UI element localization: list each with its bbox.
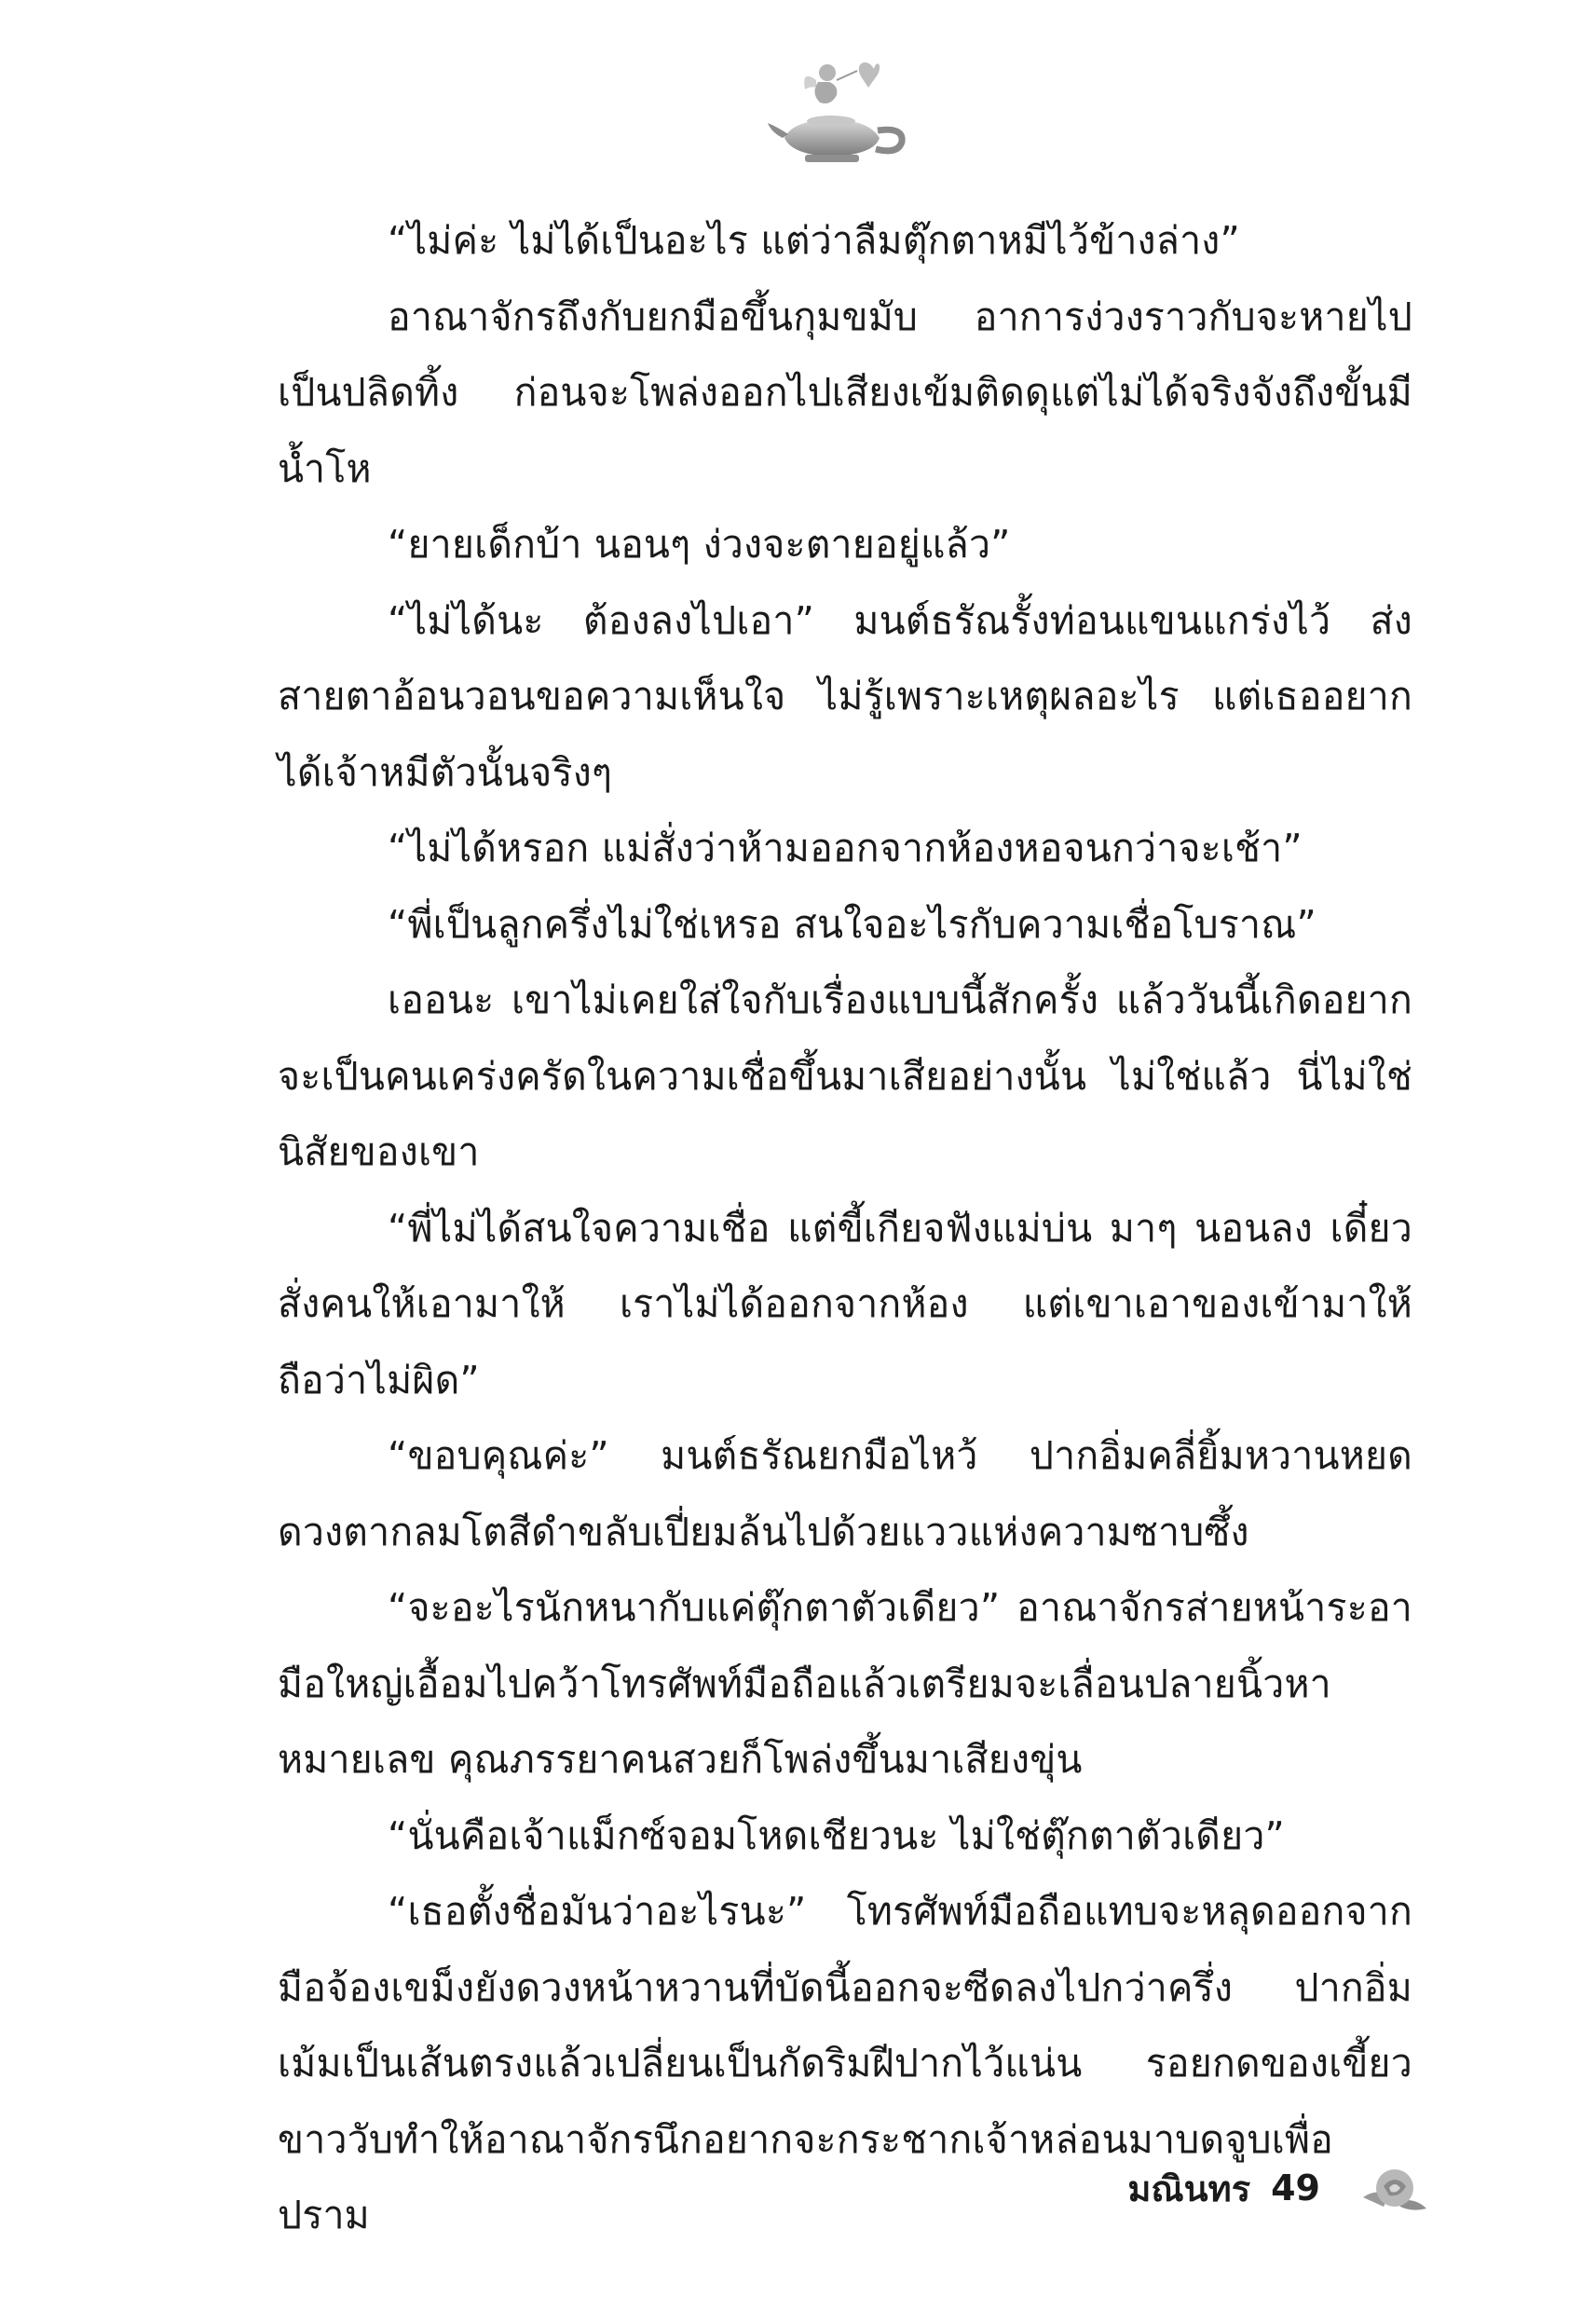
story-text — [278, 203, 1412, 2254]
page-number: 49 — [1271, 2167, 1320, 2208]
paragraph: “เธอตั้งชื่อมันว่าอะไรนะ” โทรศัพท์มือถือแทบจะหลุดออกจากมือจ้องเขม็งยังดวงหน้าหวานที่บัดนี้ออกจะซีดลงไปกว่าครึ่ง ปากอิ่มเม้มเป็นเส้นตรงแล้วเปลี่ยนเป็นกัดริมฝีปากไว้แน่น รอยกดของเขี้ยวขาววับทำให้อาณาจักรนึกอยากจะกระชากเจ้าหล่อนมาบดจูบเพื่อปราม — [278, 1889, 1412, 2237]
paragraph: อาณาจักรถึงกับยกมือขึ้นกุมขมับ อาการง่วงราวกับจะหายไปเป็นปลิดทิ้ง ก่อนจะโพล่งออกไปเสียงเข้มติดดุแต่ไม่ได้จริงจังถึงขั้นมีน้ำโห — [278, 294, 1412, 491]
paragraph: “ยายเด็กบ้า นอนๆ ง่วงจะตายอยู่แล้ว” — [388, 522, 1011, 567]
page-footer — [1127, 2160, 1430, 2216]
paragraph: “นั่นคือเจ้าแม็กซ์จอมโหดเชียวนะ ไม่ใช่ตุ๊กตาตัวเดียว” — [388, 1812, 1285, 1858]
rose-ornament-icon — [1357, 2160, 1430, 2216]
paragraph: “พี่ไม่ได้สนใจความเชื่อ แต่ขี้เกียจฟังแม่บ่น มาๆ นอนลง เดี๋ยวสั่งคนให้เอามาให้ เราไม่ได้ออกจากห้อง แต่เขาเอาของเข้ามาให้ถือว่าไม่ผิด” — [278, 1205, 1412, 1402]
teapot-cupid-ornament-icon — [764, 48, 913, 170]
paragraph: “ไม่ค่ะ ไม่ได้เป็นอะไร แต่ว่าลืมตุ๊กตาหมีไว้ข้างล่าง” — [388, 218, 1240, 263]
paragraph: เออนะ เขาไม่เคยใส่ใจกับเรื่องแบบนี้สักครั้ง แล้ววันนี้เกิดอยากจะเป็นคนเคร่งครัดในความเชื่อขึ้นมาเสียอย่างนั้น ไม่ใช่แล้ว นี่ไม่ใช่นิสัยของเขา — [278, 978, 1412, 1174]
author-name: มณินทร — [1127, 2167, 1251, 2209]
paragraph: “ไม่ได้หรอก แม่สั่งว่าห้ามออกจากห้องหอจนกว่าจะเช้า” — [388, 826, 1303, 870]
paragraph: “พี่เป็นลูกครึ่งไม่ใช่เหรอ สนใจอะไรกับความเชื่อโบราณ” — [388, 901, 1316, 947]
paragraph: “ขอบคุณค่ะ” มนต์ธรัณยกมือไหว้ ปากอิ่มคลี่ยิ้มหวานหยดดวงตากลมโตสีดำขลับเปี่ยมล้นไปด้วยแววแห่งความซาบซึ้ง — [278, 1433, 1412, 1554]
paragraph: “จะอะไรนักหนากับแค่ตุ๊กตาตัวเดียว” อาณาจักรส่ายหน้าระอามือใหญ่เอื้อมไปคว้าโทรศัพท์มือถือแล้วเตรียมจะเลื่อนปลายนิ้วหาหมายเลข คุณภรรยาคนสวยก็โพล่งขึ้นมาเสียงขุ่น — [278, 1585, 1412, 1782]
paragraph: “ไม่ได้นะ ต้องลงไปเอา” มนต์ธรัณรั้งท่อนแขนแกร่งไว้ ส่งสายตาอ้อนวอนขอความเห็นใจ ไม่รู้เพราะเหตุผลอะไร แต่เธออยากได้เจ้าหมีตัวนั้นจริงๆ — [278, 597, 1412, 795]
